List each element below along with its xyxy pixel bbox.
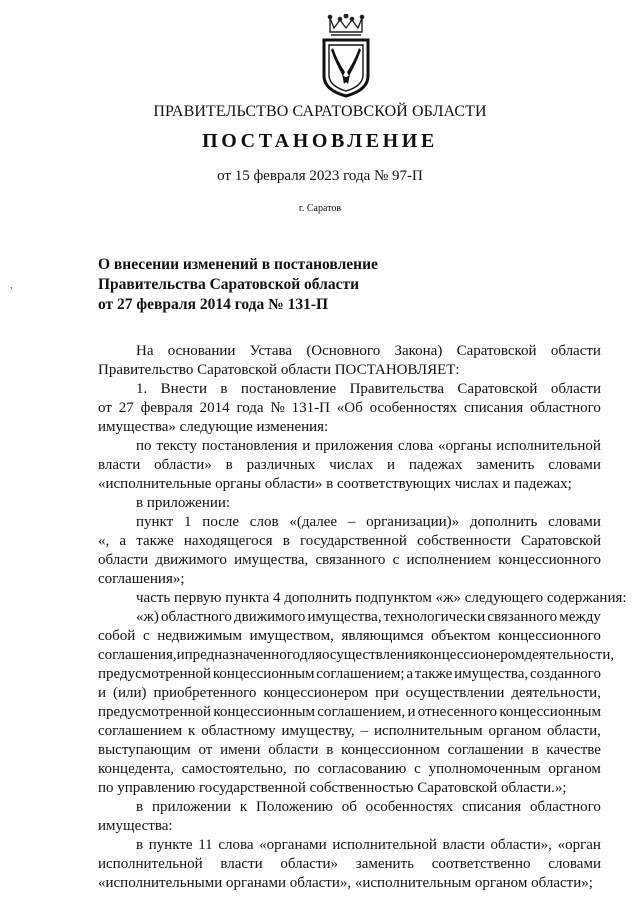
body-word: по <box>294 761 310 777</box>
body-word: имуществу, <box>281 723 355 739</box>
body-word: словами <box>548 514 601 530</box>
body-word: также <box>414 666 453 682</box>
body-word: областного <box>160 609 232 625</box>
body-word: особенностях <box>365 799 454 815</box>
body-word: а <box>119 533 127 549</box>
crown-icon <box>328 14 363 35</box>
body-word: предусмотренной <box>98 704 212 720</box>
body-word: приобретенного <box>153 685 257 701</box>
body-word: приложении <box>151 799 232 815</box>
body-word: Внести <box>160 381 207 397</box>
body-word: в <box>225 457 233 473</box>
body-word: основании <box>167 343 236 359</box>
body-line <box>98 608 601 627</box>
body-word: исполнением <box>406 552 491 568</box>
body-word: «Об <box>336 400 363 416</box>
body-word: концессионным <box>499 704 601 720</box>
body-word: исполнительной <box>98 856 203 872</box>
subject-line: Правительства Саратовской области <box>98 276 359 293</box>
coat-of-arms-icon <box>318 14 374 98</box>
body-word: концессионером <box>263 685 369 701</box>
body-line <box>98 703 601 722</box>
body-word: особенностях <box>369 400 458 416</box>
body-word: согласованию <box>317 761 407 777</box>
body-line: «исполнительными органами области», «исполнительным органом области»; <box>98 875 593 891</box>
body-word: исполнительной <box>332 837 437 853</box>
body-word: На <box>136 343 154 359</box>
body-word: технологически <box>383 609 486 625</box>
body-word: – <box>360 723 369 739</box>
body-line: имущества» следующие изменения: <box>98 419 329 435</box>
body-word: «ж) <box>136 609 159 625</box>
body-line <box>98 760 601 779</box>
body-word: предусмотренной <box>98 666 212 682</box>
body-word: находящегося <box>183 533 273 549</box>
body-word: имущества, <box>307 609 382 625</box>
body-word: самостоятельно, <box>181 761 287 777</box>
body-word: тексту <box>156 438 198 454</box>
body-word: областного <box>530 799 601 815</box>
body-word: от <box>198 742 213 758</box>
shield-icon <box>324 40 368 96</box>
body-word: для <box>300 647 323 663</box>
body-word: отнесенного <box>417 704 498 720</box>
body-word: при <box>375 685 399 701</box>
body-word: в <box>220 381 228 397</box>
body-word: слова <box>218 837 254 853</box>
body-word: областного <box>529 400 601 416</box>
margin-mark: , <box>10 280 13 291</box>
body-line <box>98 798 601 817</box>
body-word: концессионного <box>498 552 601 568</box>
body-word: заменить <box>476 457 535 473</box>
body-line <box>98 380 601 399</box>
body-word: февраля <box>140 400 193 416</box>
body-word: заменить <box>355 856 414 872</box>
body-word: словами <box>548 457 601 473</box>
body-word: пункт <box>136 514 174 530</box>
body-line: Правительство Саратовской области ПОСТАНОВЛЯЕТ: <box>98 362 460 378</box>
body-word: власти <box>442 837 485 853</box>
body-word: концедента, <box>98 761 175 777</box>
body-word: выступающим <box>98 742 191 758</box>
body-word: – <box>347 514 356 530</box>
body-word: области <box>550 381 601 397</box>
body-word: Саратовской <box>521 533 601 549</box>
body-word: постановления <box>201 438 298 454</box>
body-word: Правительства <box>349 381 444 397</box>
body-word: списания <box>461 799 522 815</box>
body-word: имущества, <box>454 666 529 682</box>
body-word: объектом <box>431 628 491 644</box>
body-word: об <box>341 799 357 815</box>
body-word: в <box>531 742 539 758</box>
body-word: и <box>176 647 185 663</box>
body-line: в приложении: <box>136 495 231 511</box>
body-word: предназначенного <box>184 647 300 663</box>
body-word: движимого <box>233 609 306 625</box>
body-word: концессионном <box>341 742 440 758</box>
body-line <box>98 437 601 456</box>
document-body <box>98 342 627 893</box>
body-word: связанного <box>315 552 386 568</box>
body-word: области», <box>490 837 552 853</box>
body-word: и <box>407 704 416 720</box>
body-word: словами <box>548 856 601 872</box>
body-word: слов <box>249 514 279 530</box>
body-word: концессионером <box>419 647 525 663</box>
body-word: имущества, <box>234 552 309 568</box>
body-word: а <box>406 666 413 682</box>
body-word: недвижимым <box>157 628 242 644</box>
body-word: от <box>98 400 112 416</box>
body-word: года <box>236 400 264 416</box>
body-word: концессионным <box>212 666 315 682</box>
body-word: «орган <box>557 837 601 853</box>
body-line <box>98 513 601 532</box>
body-line <box>98 627 601 646</box>
body-word: соглашением, <box>317 704 406 720</box>
body-line: по управлению государственной собственностью Саратовской области.»; <box>98 780 567 796</box>
body-word: между <box>559 609 601 625</box>
body-word: деятельности, <box>524 647 615 663</box>
body-word: списания <box>463 400 524 416</box>
body-word: области <box>550 343 601 359</box>
body-word: в <box>136 837 144 853</box>
body-line <box>98 646 615 665</box>
government-name: ПРАВИТЕЛЬСТВО САРАТОВСКОЙ ОБЛАСТИ <box>153 103 487 120</box>
body-word: постановление <box>240 381 337 397</box>
body-word: 2014 <box>199 400 230 416</box>
body-word: 11 <box>198 837 213 853</box>
body-word: концессионного <box>498 628 601 644</box>
body-word: Устава <box>249 343 293 359</box>
body-word: связанного <box>487 609 558 625</box>
body-word: соглашением; <box>316 666 405 682</box>
body-word: соглашением <box>98 723 183 739</box>
body-word: уполномоченным <box>428 761 541 777</box>
body-word: «органы <box>437 438 492 454</box>
body-word: власти <box>98 457 141 473</box>
body-word: 1 <box>184 514 192 530</box>
body-word: к <box>188 723 196 739</box>
body-word: с <box>414 761 421 777</box>
body-word: собой <box>98 628 136 644</box>
body-word: с <box>142 628 150 644</box>
body-word: осуществлении <box>405 685 505 701</box>
body-word: 131-П <box>291 400 330 416</box>
body-word: (Основного <box>306 343 381 359</box>
document-date-number: от 15 февраля 2023 года № 97-П <box>217 168 423 184</box>
body-word: осуществления <box>322 647 420 663</box>
body-word: 27 <box>118 400 134 416</box>
body-word: Саратовской <box>457 381 538 397</box>
body-line: соглашения»; <box>98 571 185 587</box>
body-word: качестве <box>546 742 601 758</box>
body-word: в <box>282 533 290 549</box>
body-word: № <box>270 400 285 416</box>
body-word: области» <box>280 856 339 872</box>
body-word: приложения <box>315 438 394 454</box>
body-word: «(далее <box>289 514 338 530</box>
body-word: слова <box>397 438 434 454</box>
subject-line: О внесении изменений в постановление <box>98 256 378 273</box>
body-word: государственной <box>299 533 407 549</box>
body-word: имени <box>220 742 261 758</box>
body-word: падежах <box>408 457 463 473</box>
document-city: г. Саратов <box>298 203 342 214</box>
body-word: созданного <box>530 666 601 682</box>
body-word: к <box>239 799 248 815</box>
body-word: также <box>136 533 174 549</box>
body-line <box>98 551 601 570</box>
body-line <box>98 532 601 551</box>
body-word: и <box>302 438 311 454</box>
body-word: в <box>136 799 144 815</box>
body-word: органом <box>488 723 542 739</box>
body-word: являющимся <box>341 628 424 644</box>
body-line <box>98 456 601 475</box>
body-line <box>98 665 601 684</box>
body-word: числах <box>329 457 374 473</box>
subject-line: от 27 февраля 2014 года № 131-П <box>98 296 329 313</box>
body-word: различных <box>246 457 316 473</box>
body-word: Закона) <box>394 343 443 359</box>
body-line <box>98 741 601 760</box>
body-word: пункте <box>148 837 193 853</box>
body-word: (или) <box>112 685 147 701</box>
body-line <box>98 722 601 741</box>
document-subject <box>98 255 378 315</box>
body-line <box>98 836 601 855</box>
body-word: с <box>392 552 400 568</box>
body-word: соответственно <box>431 856 531 872</box>
body-word: исполнительной <box>496 438 601 454</box>
body-word: после <box>202 514 239 530</box>
body-line: «исполнительные органы области» в соответствующих числах и падежах; <box>98 476 572 492</box>
body-word: органом <box>548 761 601 777</box>
body-word: движимого <box>155 552 227 568</box>
body-word: области» <box>154 457 212 473</box>
body-word: «, <box>98 533 110 549</box>
document-title: ПОСТАНОВЛЕНИЕ <box>202 130 438 152</box>
body-word: по <box>136 438 152 454</box>
body-word: области <box>268 742 319 758</box>
body-word: концессионным <box>213 704 315 720</box>
body-word: исполнительным <box>373 723 483 739</box>
body-word: области, <box>547 723 601 739</box>
body-word: соглашения, <box>98 647 177 663</box>
body-word: деятельности, <box>511 685 601 701</box>
body-word: и <box>386 457 395 473</box>
body-word: дополнить <box>469 514 538 530</box>
body-word: имуществом, <box>249 628 334 644</box>
body-word: 1. <box>136 381 148 397</box>
body-line <box>98 399 601 418</box>
body-word: власти <box>220 856 263 872</box>
body-word: собственности <box>417 533 511 549</box>
body-word: «органами <box>259 837 327 853</box>
body-word: соглашении <box>447 742 524 758</box>
body-word: области <box>98 552 149 568</box>
body-line <box>98 855 601 874</box>
body-word: и <box>98 685 107 701</box>
body-line: имущества: <box>98 818 173 834</box>
body-word: организации)» <box>366 514 460 530</box>
body-line <box>98 684 601 703</box>
body-word: в <box>326 742 334 758</box>
body-word: Саратовской <box>456 343 537 359</box>
body-line: часть первую пункта 4 дополнить подпунктом «ж» следующего содержания: <box>136 590 627 606</box>
body-word: областному <box>201 723 276 739</box>
body-word: Положению <box>256 799 333 815</box>
body-line <box>98 342 601 361</box>
